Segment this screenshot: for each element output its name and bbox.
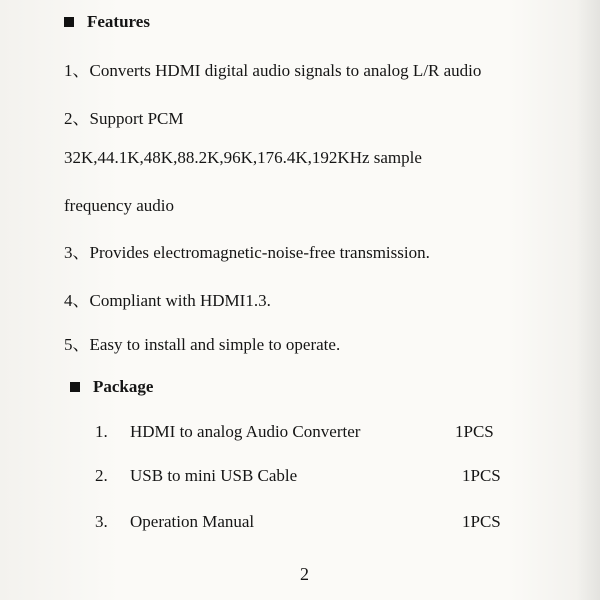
feature-line-6: 4、Compliant with HDMI1.3. <box>64 291 271 310</box>
package-row-qty: 1PCS <box>455 422 494 441</box>
package-heading-label: Package <box>93 377 154 396</box>
page-edge-shadow <box>576 0 600 600</box>
package-row-name: Operation Manual <box>130 512 255 531</box>
package-row-number: 3. <box>95 512 108 531</box>
package-row-qty: 1PCS <box>462 466 501 485</box>
feature-line-7: 5、Easy to install and simple to operate. <box>64 335 341 354</box>
package-row-number: 1. <box>95 422 108 441</box>
package-row-name: USB to mini USB Cable <box>130 466 298 485</box>
square-bullet-icon <box>64 17 74 27</box>
feature-line-5: 3、Provides electromagnetic-noise-free transmission. <box>64 243 430 262</box>
package-row-name: HDMI to analog Audio Converter <box>130 422 361 441</box>
features-heading-label: Features <box>87 12 150 31</box>
page-number: 2 <box>300 564 309 584</box>
package-row-number: 2. <box>95 466 108 485</box>
feature-line-2: 2、Support PCM <box>64 109 184 128</box>
package-row-qty: 1PCS <box>462 512 501 531</box>
feature-line-3: 32K,44.1K,48K,88.2K,96K,176.4K,192KHz sample <box>64 148 422 167</box>
square-bullet-icon <box>70 382 80 392</box>
package-heading <box>70 377 153 397</box>
feature-line-1: 1、Converts HDMI digital audio signals to analog L/R audio <box>64 61 482 80</box>
feature-line-4: frequency audio <box>64 196 174 215</box>
features-heading <box>64 12 150 32</box>
